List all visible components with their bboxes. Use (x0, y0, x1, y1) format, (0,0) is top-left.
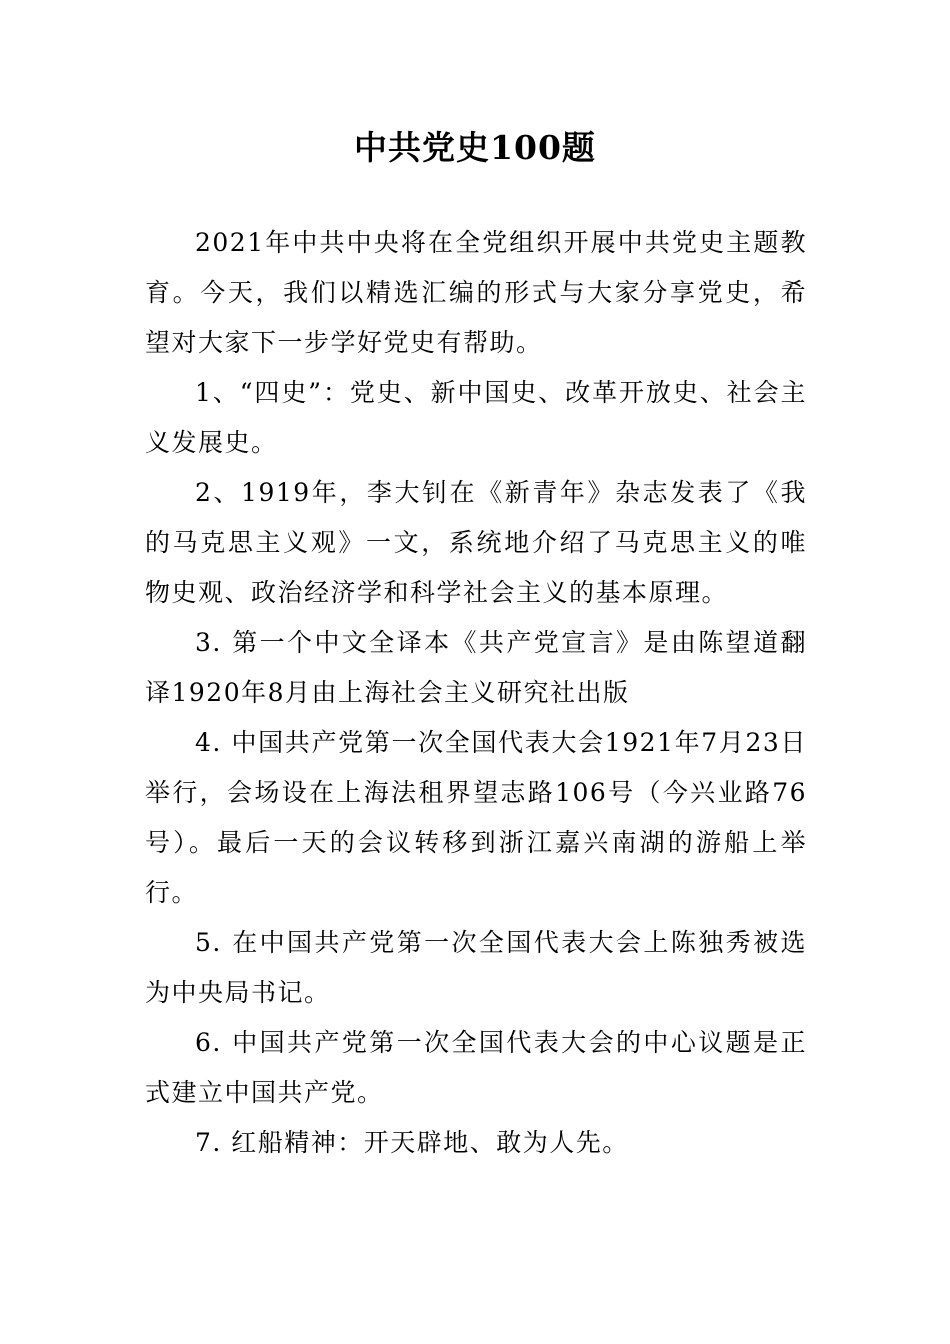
question-2: 2、1919年，李大钊在《新青年》杂志发表了《我的马克思主义观》一文，系统地介绍了马克思主义的唯物史观、政治经济学和科学社会主义的基本原理。 (145, 478, 807, 607)
question-6: 6. 中国共产党第一次全国代表大会的中心议题是正式建立中国共产党。 (145, 1028, 807, 1107)
intro-paragraph: 2021年中共中央将在全党组织开展中共党史主题教育。今天，我们以精选汇编的形式与大家分享党史，希望对大家下一步学好党史有帮助。 (145, 228, 807, 357)
document-body (145, 218, 807, 1168)
question-5: 5. 在中国共产党第一次全国代表大会上陈独秀被选为中央局书记。 (145, 928, 807, 1007)
question-7: 7. 红船精神：开天辟地、敢为人先。 (195, 1128, 629, 1157)
question-3: 3. 第一个中文全译本《共产党宣言》是由陈望道翻译1920年8月由上海社会主义研究社出版 (145, 628, 807, 707)
question-1: 1、“四史”：党史、新中国史、改革开放史、社会主义发展史。 (145, 378, 807, 457)
question-4: 4. 中国共产党第一次全国代表大会1921年7月23日举行，会场设在上海法租界望志路106号（今兴业路76号）。最后一天的会议转移到浙江嘉兴南湖的游船上举行。 (145, 728, 807, 907)
document-title: 中共党史100题 (354, 128, 596, 167)
